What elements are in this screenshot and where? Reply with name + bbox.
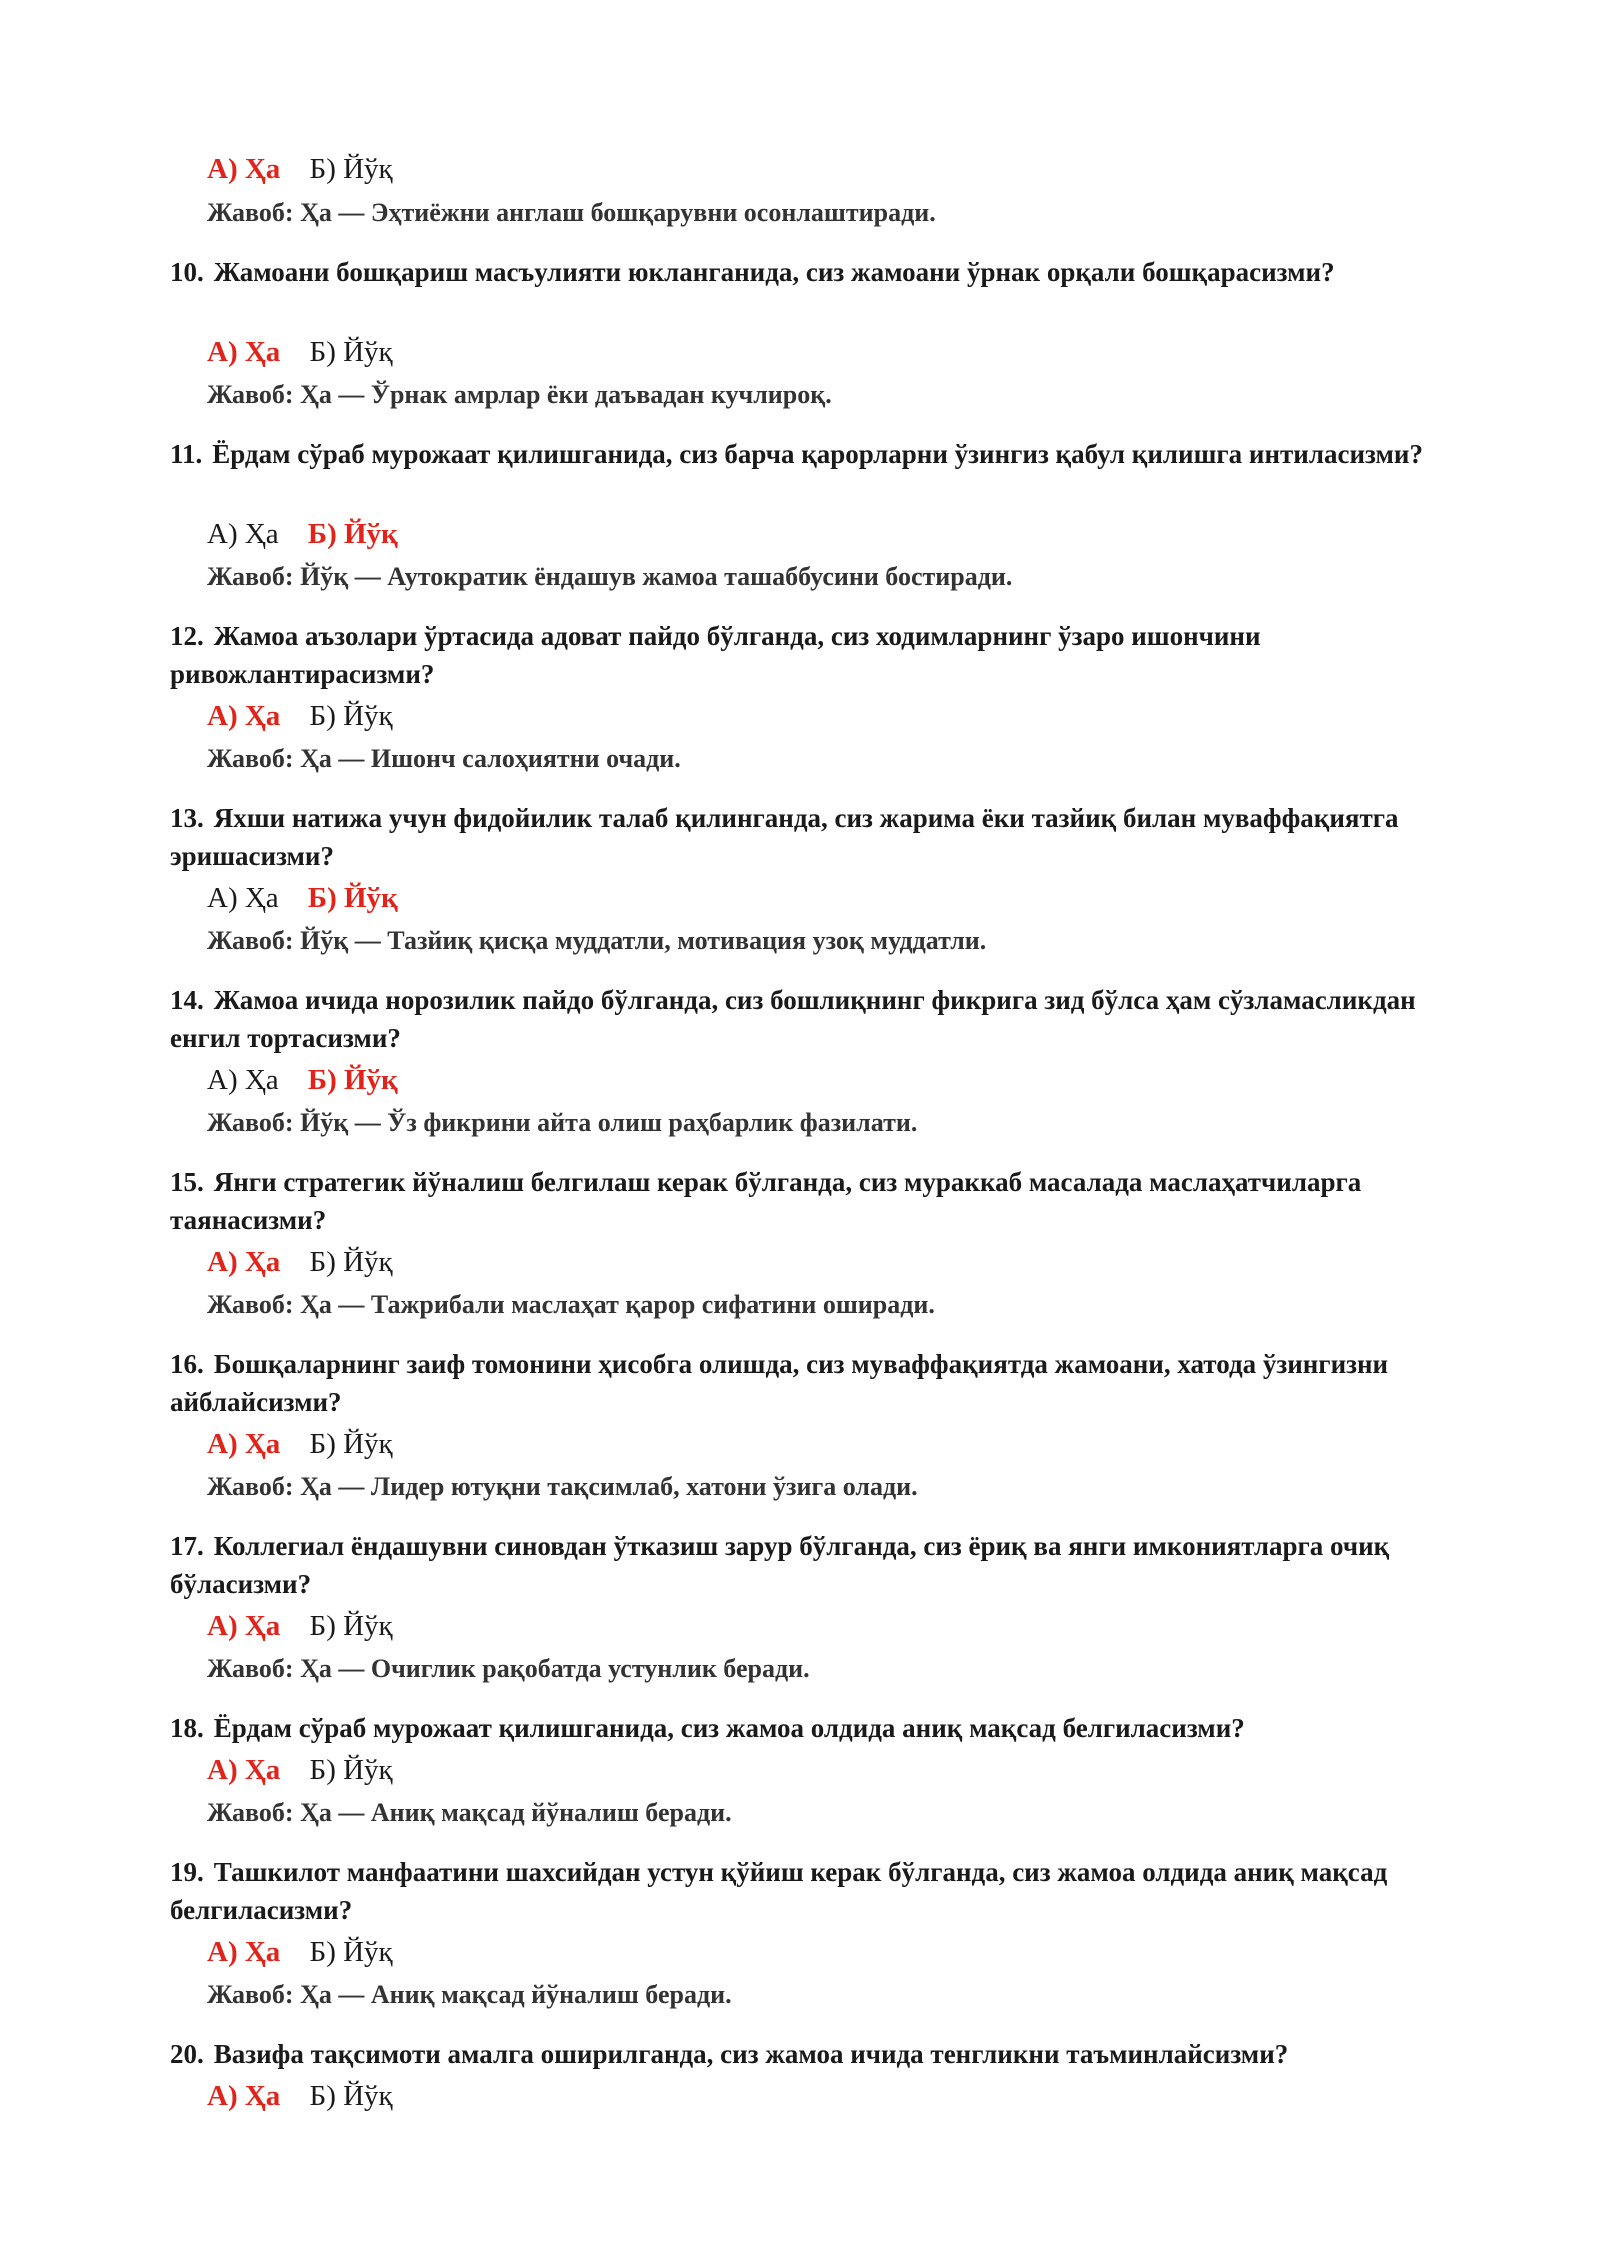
question-text: 12. Жамоа аъзолари ўртасида адоват пайдо бўлганда, сиз ходимларнинг ўзаро ишончини ривожлантирасизми?	[170, 621, 1261, 689]
options-row	[207, 699, 415, 733]
option-b: Б) Йўқ	[309, 1936, 393, 1968]
option-b: Б) Йўқ	[309, 700, 393, 732]
option-b: Б) Йўқ	[309, 1246, 393, 1278]
answer-line: Жавоб: Йўқ — Аутократик ёндашув жамоа ташаббусини бостиради.	[207, 562, 1013, 591]
answer-line: Жавоб: Ҳа — Ўрнак амрлар ёки даъвадан кучлироқ.	[207, 380, 832, 409]
question-number: 20.	[170, 2039, 204, 2069]
options-row	[207, 1935, 415, 1969]
answer-line: Жавоб: Ҳа — Лидер ютуқни тақсимлаб, хатони ўзига олади.	[207, 1472, 918, 1501]
question-text: 18. Ёрдам сўраб мурожаат қилишганида, сиз жамоа олдида аниқ мақсад белгиласизми?	[170, 1713, 1245, 1743]
option-b: Б) Йўқ	[309, 1610, 393, 1642]
question-text: 20. Вазифа тақсимоти амалга оширилганда, сиз жамоа ичида тенгликни таъминлайсизми?	[170, 2039, 1289, 2069]
question-number: 11.	[170, 439, 203, 469]
options-row	[207, 1753, 415, 1787]
option-a: А) Ҳа	[207, 1428, 281, 1460]
question-number: 14.	[170, 985, 204, 1015]
option-b: Б) Йўқ	[309, 2080, 393, 2112]
question-number: 10.	[170, 257, 204, 287]
question-text: 17. Коллегиал ёндашувни синовдан ўтказиш зарур бўлганда, сиз ёриқ ва янги имкониятларга очиқ бўласизми?	[170, 1531, 1390, 1599]
answer-line: Жавоб: Йўқ — Ўз фикрини айта олиш раҳбарлик фазилати.	[207, 1108, 918, 1137]
option-a: А) Ҳа	[207, 1064, 279, 1096]
question-number: 15.	[170, 1167, 204, 1197]
option-b: Б) Йўқ	[307, 882, 398, 914]
option-a: А) Ҳа	[207, 2080, 281, 2112]
answer-line: Жавоб: Ҳа — Аниқ мақсад йўналиш беради.	[207, 1798, 732, 1827]
options-row	[207, 517, 420, 551]
option-b: Б) Йўқ	[309, 153, 393, 185]
option-a: А) Ҳа	[207, 1936, 281, 1968]
options-row	[207, 1245, 415, 1279]
answer-line: Жавоб: Ҳа — Тажрибали маслаҳат қарор сифатини оширади.	[207, 1290, 935, 1319]
question-text: 11. Ёрдам сўраб мурожаат қилишганида, сиз барча қарорларни ўзингиз қабул қилишга интиласизми?	[170, 439, 1423, 469]
option-a: А) Ҳа	[207, 336, 281, 368]
option-b: Б) Йўқ	[307, 1064, 398, 1096]
question-text: 10. Жамоани бошқариш масъулияти юкланганида, сиз жамоани ўрнак орқали бошқарасизми?	[170, 257, 1335, 287]
option-a: А) Ҳа	[207, 518, 279, 550]
options-row	[207, 152, 415, 186]
options-row	[207, 1427, 415, 1461]
option-b: Б) Йўқ	[309, 1754, 393, 1786]
option-a: А) Ҳа	[207, 1610, 281, 1642]
answer-line: Жавоб: Ҳа — Ишонч салоҳиятни очади.	[207, 744, 681, 773]
question-number: 16.	[170, 1349, 204, 1379]
question-number: 13.	[170, 803, 204, 833]
option-b: Б) Йўқ	[309, 1428, 393, 1460]
question-number: 18.	[170, 1713, 204, 1743]
option-b: Б) Йўқ	[309, 336, 393, 368]
question-number: 19.	[170, 1857, 204, 1887]
option-a: А) Ҳа	[207, 1754, 281, 1786]
options-row	[207, 2079, 415, 2113]
answer-line: Жавоб: Йўқ — Тазйиқ қисқа муддатли, мотивация узоқ муддатли.	[207, 926, 987, 955]
question-number: 12.	[170, 621, 204, 651]
option-b: Б) Йўқ	[307, 518, 398, 550]
option-a: А) Ҳа	[207, 700, 281, 732]
answer-line: Жавоб: Ҳа — Эҳтиёжни англаш бошқарувни осонлаштиради.	[207, 198, 936, 227]
question-text: 19. Ташкилот манфаатини шахсийдан устун қўйиш керак бўлганда, сиз жамоа олдида аниқ мақсад белгиласизми?	[170, 1857, 1388, 1925]
question-text: 16. Бошқаларнинг заиф томонини ҳисобга олишда, сиз муваффақиятда жамоани, хатода ўзингизни айблайсизми?	[170, 1349, 1389, 1417]
question-text: 15. Янги стратегик йўналиш белгилаш керак бўлганда, сиз мураккаб масалада маслаҳатчиларга таянасизми?	[170, 1167, 1362, 1235]
options-row	[207, 1063, 420, 1097]
answer-line: Жавоб: Ҳа — Очиглик рақобатда устунлик беради.	[207, 1654, 810, 1683]
options-row	[207, 881, 420, 915]
option-a: А) Ҳа	[207, 153, 281, 185]
options-row	[207, 335, 415, 369]
answer-line: Жавоб: Ҳа — Аниқ мақсад йўналиш беради.	[207, 1980, 732, 2009]
question-text: 13. Яхши натижа учун фидойилик талаб қилинганда, сиз жарима ёки тазйиқ билан муваффақиятга эришасизми?	[170, 803, 1399, 871]
option-a: А) Ҳа	[207, 1246, 281, 1278]
question-text: 14. Жамоа ичида норозилик пайдо бўлганда, сиз бошлиқнинг фикрига зид бўлса ҳам сўзламасликдан енгил тортасизми?	[170, 985, 1416, 1053]
question-number: 17.	[170, 1531, 204, 1561]
option-a: А) Ҳа	[207, 882, 279, 914]
options-row	[207, 1609, 415, 1643]
